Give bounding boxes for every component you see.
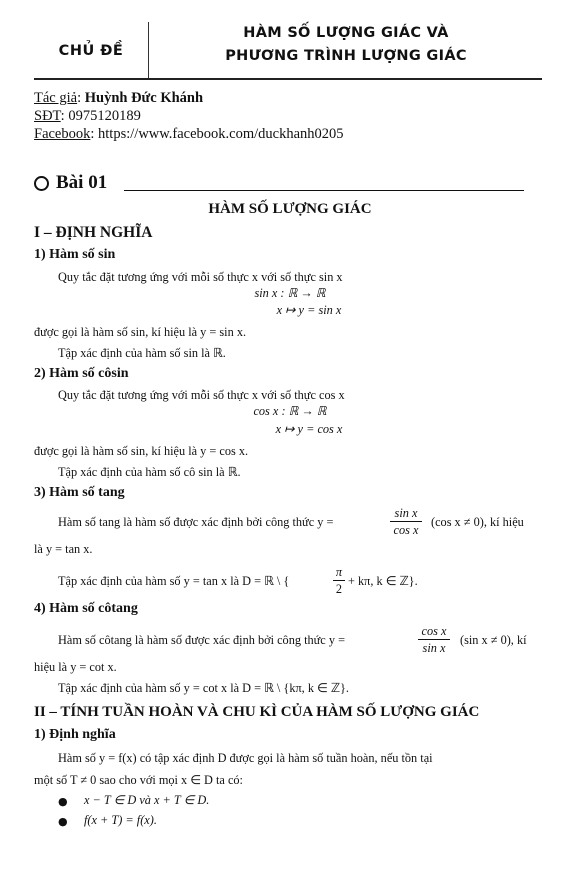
tan-fraction-bar [390, 521, 422, 522]
facebook-line: Facebook: https://www.facebook.com/duckhanh0205 [34, 126, 344, 142]
bullet-icon: ● [58, 815, 68, 828]
periodic-def-line2: một số T ≠ 0 sao cho với mọi x ∈ D ta có: [34, 773, 243, 787]
bullet-icon: ● [58, 795, 68, 808]
section-heading-periodicity: II – TÍNH TUẦN HOÀN VÀ CHU KÌ CỦA HÀM SỐ LƯỢNG GIÁC [34, 704, 480, 720]
lesson-heading [34, 172, 524, 194]
author-line: Tác giả: Huỳnh Đức Khánh [34, 90, 204, 106]
periodic-def-line1: Hàm số y = f(x) có tập xác định D được gọi là hàm số tuần hoàn, nếu tồn tại [58, 751, 433, 765]
header-title-line2: PHƯƠNG TRÌNH LƯỢNG GIÁC [225, 48, 467, 64]
facebook-label: Facebook [34, 126, 91, 142]
page-header [34, 14, 542, 80]
header-topic-label: CHỦ ĐỀ [58, 43, 124, 59]
tan-def-b: là y = tan x. [34, 542, 93, 556]
author-block [34, 89, 344, 143]
lesson-title: HÀM SỐ LƯỢNG GIÁC [208, 201, 372, 217]
tan-pi-den: 2 [335, 582, 343, 596]
cot-def-b: hiệu là y = cot x. [34, 660, 117, 674]
lesson-label: Bài 01 [56, 172, 108, 193]
cos-map1: cos x : ℝ → ℝ [253, 404, 327, 418]
tan-pi-num: π [335, 565, 343, 579]
subheading-tan: 3) Hàm số tang [34, 485, 125, 500]
subheading-sin: 1) Hàm số sin [34, 247, 116, 262]
cos-domain: Tập xác định của hàm số cô sin là ℝ. [58, 465, 241, 479]
cot-fraction-num: cos x [421, 624, 447, 638]
cot-def-a: Hàm số côtang là hàm số được xác định bởi công thức y = [58, 633, 346, 647]
lesson-rule [124, 190, 524, 191]
cos-rule: Quy tắc đặt tương ứng với mỗi số thực x với số thực cos x [58, 388, 345, 402]
section-heading-definition: I – ĐỊNH NGHĨA [34, 224, 153, 241]
cot-condition: (sin x ≠ 0), kí [460, 633, 527, 647]
sin-map1: sin x : ℝ → ℝ [254, 286, 326, 300]
tan-pi-bar [333, 580, 345, 581]
tan-domain-b: + kπ, k ∈ ℤ}. [348, 574, 418, 588]
tan-condition: (cos x ≠ 0), kí hiệu [431, 515, 524, 529]
cot-fraction-bar [418, 639, 450, 640]
tan-fraction-num: sin x [394, 506, 418, 520]
author-name: Huỳnh Đức Khánh [84, 90, 204, 106]
phone-number: 0975120189 [68, 108, 141, 124]
subheading-cos: 2) Hàm số côsin [34, 366, 129, 381]
author-label: Tác giả [34, 90, 78, 106]
header-divider [148, 22, 149, 78]
header-title [150, 22, 542, 68]
periodic-bullet1: x − T ∈ D và x + T ∈ D. [84, 793, 210, 807]
sin-called: được gọi là hàm số sin, kí hiệu là y = sin x. [34, 325, 247, 339]
tan-fraction-den: cos x [393, 523, 419, 537]
circle-icon [34, 176, 49, 191]
cot-domain: Tập xác định của hàm số y = cot x là D = ℝ \ {kπ, k ∈ ℤ}. [58, 681, 349, 695]
tan-def-a: Hàm số tang là hàm số được xác định bởi công thức y = [58, 515, 334, 529]
phone-label: SĐT [34, 108, 61, 124]
sin-domain: Tập xác định của hàm số sin là ℝ. [58, 346, 226, 360]
cos-called: được gọi là hàm số sin, kí hiệu là y = cos x. [34, 444, 249, 458]
periodic-bullet2: f(x + T) = f(x). [84, 813, 157, 827]
tan-domain-a: Tập xác định của hàm số y = tan x là D = ℝ \ { [58, 574, 290, 588]
sin-map2: x ↦ y = sin x [276, 303, 342, 317]
facebook-link[interactable]: https://www.facebook.com/duckhanh0205 [98, 126, 344, 142]
sin-rule: Quy tắc đặt tương ứng với mỗi số thực x với số thực sin x [58, 270, 343, 284]
subheading-definition: 1) Định nghĩa [34, 727, 116, 742]
cos-map2: x ↦ y = cos x [275, 422, 343, 436]
phone-line: SĐT: 0975120189 [34, 108, 141, 124]
cot-fraction-den: sin x [422, 641, 446, 655]
header-title-line1: HÀM SỐ LƯỢNG GIÁC VÀ [243, 25, 449, 41]
subheading-cot: 4) Hàm số côtang [34, 601, 138, 616]
